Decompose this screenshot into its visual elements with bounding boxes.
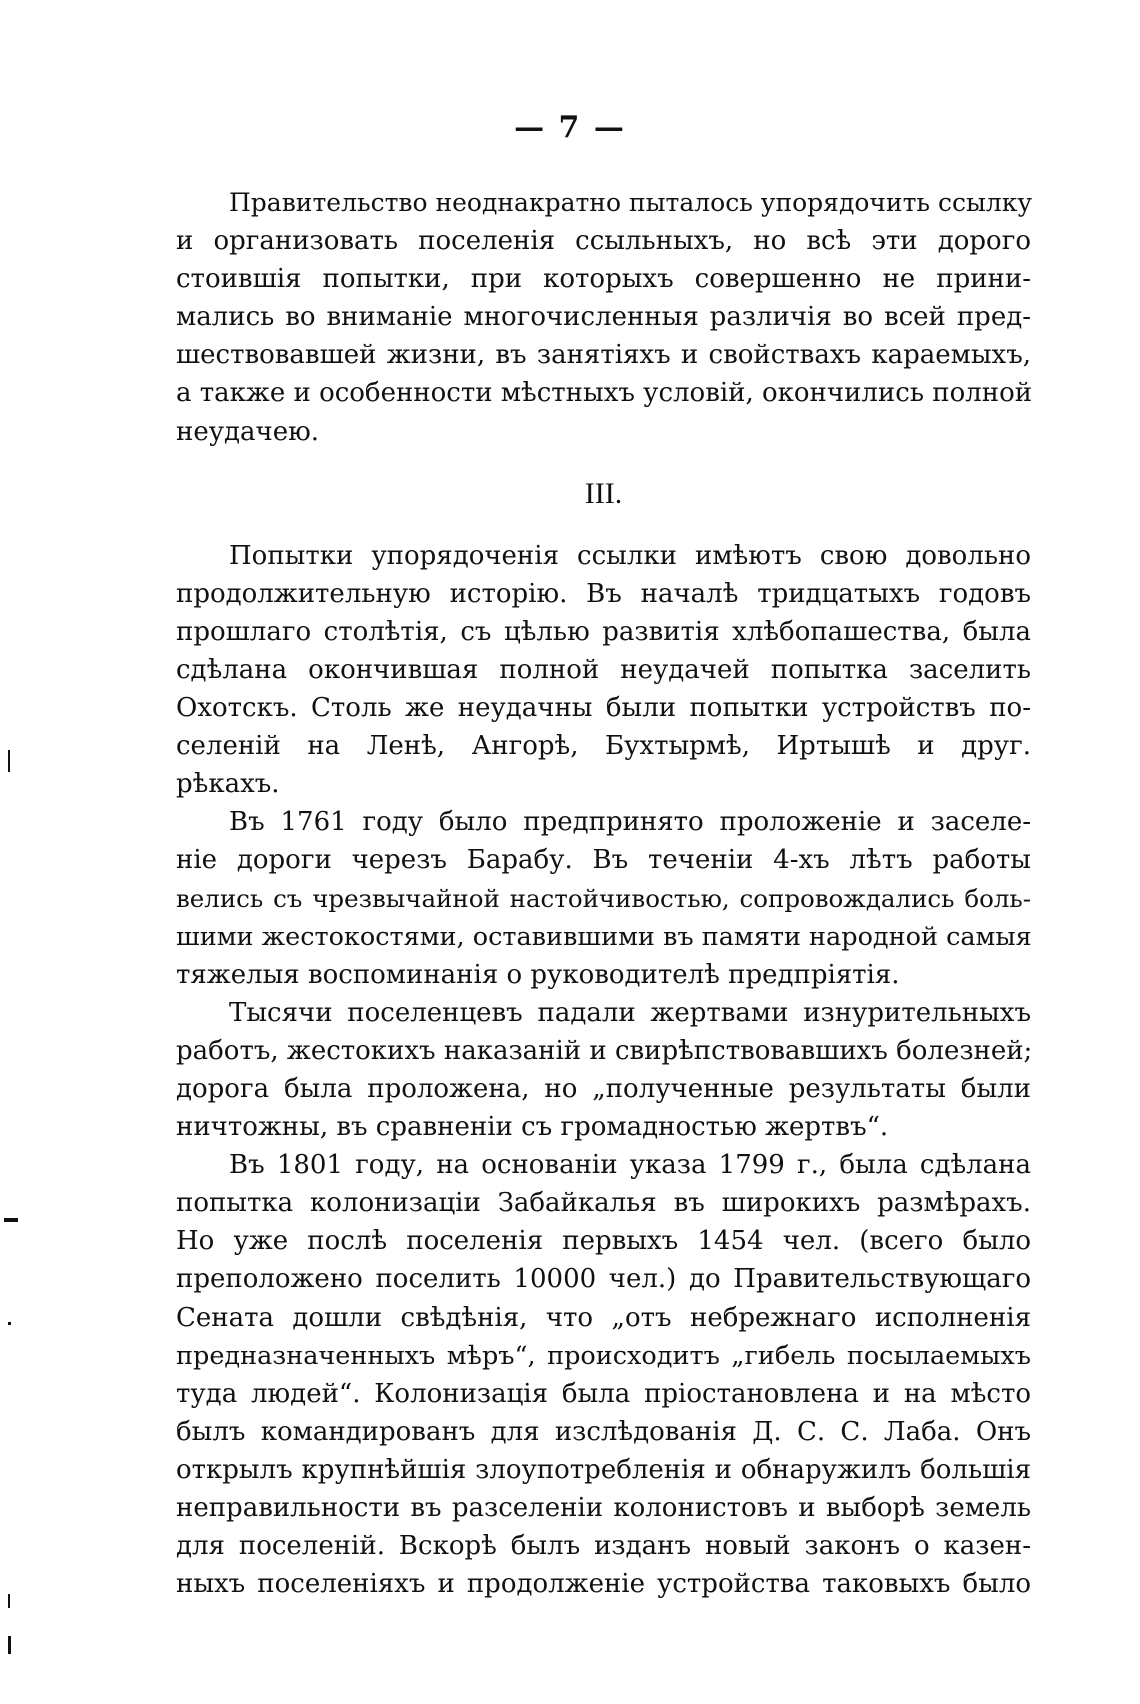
text-line: Въ 1761 году было предпринято проложеніе и заселе- bbox=[229, 807, 1031, 838]
scan-speck bbox=[8, 750, 10, 772]
body-text bbox=[176, 184, 1031, 1603]
paragraph bbox=[176, 184, 1031, 451]
text-line: стоившія попытки, при которыхъ совершенно не прини- bbox=[176, 264, 1031, 295]
text-line: а также и особенности мѣстныхъ условій, окончились полной bbox=[176, 378, 1033, 409]
text-line: Попытки упорядоченія ссылки имѣютъ свою довольно bbox=[229, 540, 1031, 571]
scan-speck bbox=[8, 1636, 11, 1654]
text-line: работъ, жестокихъ наказаній и свирѣпствовавшихъ болезней; bbox=[176, 1035, 1033, 1066]
text-line: ничтожны, въ сравненіи съ громадностью жертвъ“. bbox=[176, 1112, 889, 1143]
section-heading: III. bbox=[584, 476, 623, 510]
text-line: для поселеній. Вскорѣ былъ изданъ новый законъ о казен- bbox=[176, 1531, 1031, 1562]
page-number: — 7 — bbox=[514, 110, 626, 145]
text-line: Въ 1801 году, на основаніи указа 1799 г., была сдѣлана bbox=[229, 1150, 1031, 1181]
text-line: туда людей“. Колонизація была пріостановлена и на мѣсто bbox=[176, 1378, 1031, 1409]
text-line: ніе дороги черезъ Барабу. Въ теченіи 4-хъ лѣтъ работы bbox=[176, 845, 1031, 876]
text-line: продолжительную исторію. Въ началѣ тридцатыхъ годовъ bbox=[176, 578, 1031, 609]
text-line: Правительство неоднакратно пыталось упорядочить ссылку bbox=[229, 188, 1033, 217]
text-line: преположено поселить 10000 чел.) до Правительствующаго bbox=[176, 1264, 1031, 1295]
text-line: Охотскъ. Столь же неудачны были попытки устройствъ по- bbox=[176, 693, 1031, 724]
text-line: мались во вниманіе многочисленныя различія во всей пред- bbox=[176, 302, 1031, 333]
text-line: и организовать поселенія ссыльныхъ, но всѣ эти дорого bbox=[176, 226, 1031, 257]
paragraph bbox=[176, 1146, 1031, 1603]
text-line: Сената дошли свѣдѣнія, что „отъ небрежнаго исполненія bbox=[176, 1302, 1031, 1333]
text-line: былъ командированъ для изслѣдованія Д. С. С. Лаба. Онъ bbox=[176, 1416, 1031, 1447]
scan-speck bbox=[4, 1218, 18, 1222]
text-line: неудачею. bbox=[176, 416, 319, 447]
scan-speck bbox=[8, 1594, 10, 1608]
paragraph bbox=[176, 537, 1031, 804]
text-line: шими жестокостями, оставившими въ памяти народной самыя bbox=[176, 921, 1032, 952]
text-line: сдѣлана окончившая полной неудачей попытка заселить bbox=[176, 654, 1031, 685]
text-line: шествовавшей жизни, въ занятіяхъ и свойствахъ караемыхъ, bbox=[176, 340, 1031, 371]
text-line: рѣкахъ. bbox=[176, 769, 280, 800]
text-line: велись съ чрезвычайной настойчивостью, сопровождались боль- bbox=[176, 883, 1031, 913]
text-line: предназначенныхъ мѣръ“, происходитъ „гибель посылаемыхъ bbox=[176, 1340, 1031, 1371]
scan-speck bbox=[8, 1322, 11, 1325]
text-line: селеній на Ленѣ, Ангорѣ, Бухтырмѣ, Иртышѣ и друг. bbox=[176, 731, 1031, 762]
text-line: неправильности въ разселеніи колонистовъ и выборѣ земель bbox=[176, 1493, 1031, 1523]
paragraph bbox=[176, 994, 1031, 1146]
text-line: открылъ крупнѣйшія злоупотребленія и обнаружилъ большія bbox=[176, 1454, 1031, 1485]
text-line: Тысячи поселенцевъ падали жертвами изнурительныхъ bbox=[229, 997, 1031, 1028]
paragraph bbox=[176, 803, 1031, 993]
text-line: ныхъ поселеніяхъ и продолженіе устройства таковыхъ было bbox=[176, 1569, 1031, 1600]
text-line: прошлаго столѣтія, съ цѣлью развитія хлѣбопашества, была bbox=[176, 616, 1031, 647]
text-line: попытка колонизаціи Забайкалья въ широкихъ размѣрахъ. bbox=[176, 1188, 1031, 1219]
text-line: тяжелыя воспоминанія о руководителѣ предпріятія. bbox=[176, 959, 900, 990]
text-line: Но уже послѣ поселенія первыхъ 1454 чел. (всего было bbox=[176, 1226, 1031, 1257]
text-line: дорога была проложена, но „полученные результаты были bbox=[176, 1073, 1031, 1104]
